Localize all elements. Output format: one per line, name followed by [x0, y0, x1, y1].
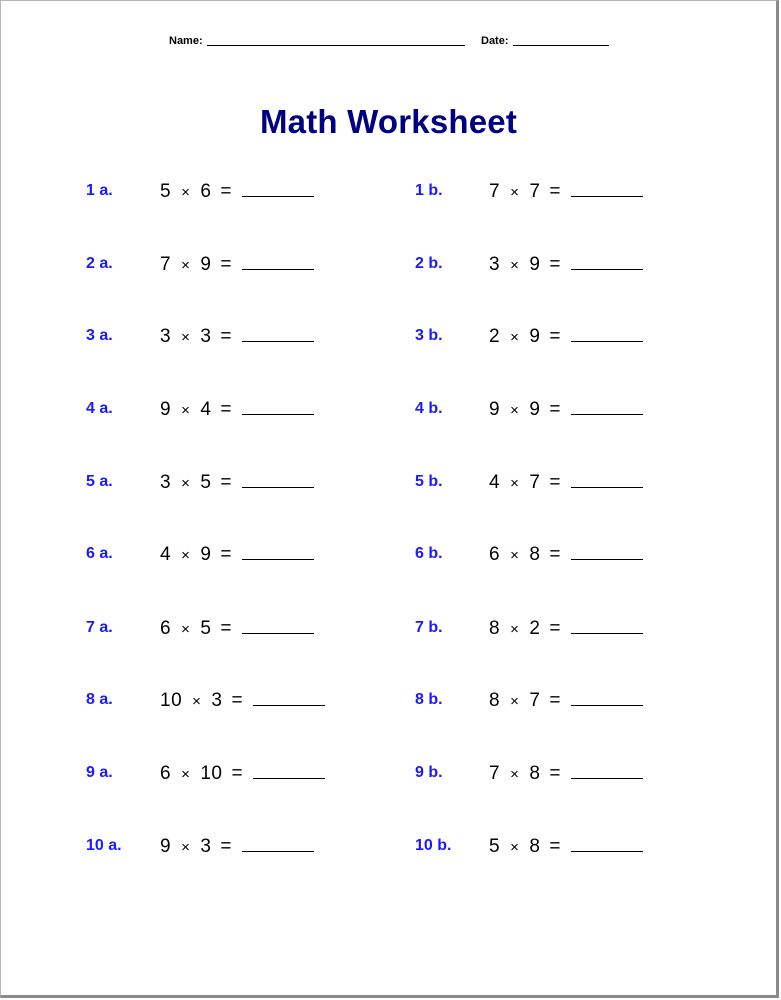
multiply-sign: × — [510, 693, 520, 710]
operand-a: 2 — [489, 326, 501, 347]
equals-sign: = — [549, 254, 562, 275]
operand-b: 8 — [529, 544, 541, 565]
operand-a: 6 — [160, 618, 172, 639]
problem-label: 9 b. — [415, 764, 443, 781]
operand-a: 8 — [489, 690, 501, 711]
operand-b: 9 — [529, 326, 541, 347]
operand-b: 9 — [529, 399, 541, 420]
answer-blank[interactable] — [571, 621, 643, 634]
multiply-sign: × — [510, 257, 520, 274]
operand-b: 10 — [200, 763, 223, 784]
equals-sign: = — [549, 181, 562, 202]
problem-label: 8 a. — [86, 691, 113, 708]
problem-expression — [489, 326, 643, 348]
operand-b: 5 — [200, 618, 212, 639]
problem-label: 7 a. — [86, 619, 113, 636]
problem-expression — [489, 618, 643, 640]
operand-a: 9 — [160, 399, 172, 420]
multiply-sign: × — [510, 475, 520, 492]
problem-expression — [489, 544, 643, 566]
answer-blank[interactable] — [242, 839, 314, 852]
problem-expression — [489, 472, 643, 494]
equals-sign: = — [549, 690, 562, 711]
problem-expression — [489, 254, 643, 276]
operand-a: 3 — [489, 254, 501, 275]
equals-sign: = — [220, 472, 233, 493]
answer-blank[interactable] — [242, 184, 314, 197]
operand-b: 6 — [200, 181, 212, 202]
multiply-sign: × — [181, 402, 191, 419]
name-blank[interactable] — [207, 45, 465, 46]
operand-b: 9 — [529, 254, 541, 275]
operand-a: 6 — [160, 763, 172, 784]
equals-sign: = — [549, 472, 562, 493]
problem-expression — [160, 181, 314, 203]
equals-sign: = — [549, 763, 562, 784]
operand-b: 2 — [529, 618, 541, 639]
date-field[interactable] — [481, 35, 609, 47]
multiply-sign: × — [181, 839, 191, 856]
multiply-sign: × — [510, 766, 520, 783]
answer-blank[interactable] — [571, 547, 643, 560]
operand-b: 3 — [200, 836, 212, 857]
problem-label: 4 a. — [86, 400, 113, 417]
name-field[interactable] — [169, 35, 465, 47]
answer-blank[interactable] — [242, 329, 314, 342]
answer-blank[interactable] — [242, 257, 314, 270]
equals-sign: = — [231, 690, 244, 711]
operand-a: 6 — [489, 544, 501, 565]
multiply-sign: × — [181, 621, 191, 638]
problem-expression — [160, 544, 314, 566]
problem-label: 8 b. — [415, 691, 443, 708]
problem-expression — [160, 763, 325, 785]
answer-blank[interactable] — [242, 475, 314, 488]
answer-blank[interactable] — [571, 329, 643, 342]
multiply-sign: × — [510, 547, 520, 564]
multiply-sign: × — [181, 257, 191, 274]
answer-blank[interactable] — [253, 766, 325, 779]
problem-label: 5 a. — [86, 473, 113, 490]
multiply-sign: × — [510, 184, 520, 201]
equals-sign: = — [220, 618, 233, 639]
date-label: Date: — [481, 35, 509, 47]
operand-b: 3 — [200, 326, 212, 347]
operand-b: 7 — [529, 181, 541, 202]
problem-label: 10 a. — [86, 837, 122, 854]
equals-sign: = — [549, 836, 562, 857]
problem-label: 5 b. — [415, 473, 443, 490]
answer-blank[interactable] — [242, 402, 314, 415]
operand-a: 9 — [160, 836, 172, 857]
problem-expression — [160, 326, 314, 348]
operand-a: 3 — [160, 472, 172, 493]
answer-blank[interactable] — [571, 257, 643, 270]
operand-a: 5 — [160, 181, 172, 202]
operand-a: 9 — [489, 399, 501, 420]
problem-expression — [489, 763, 643, 785]
operand-a: 8 — [489, 618, 501, 639]
multiply-sign: × — [510, 621, 520, 638]
operand-b: 8 — [529, 836, 541, 857]
equals-sign: = — [220, 181, 233, 202]
problem-label: 1 b. — [415, 182, 443, 199]
operand-b: 8 — [529, 763, 541, 784]
equals-sign: = — [220, 544, 233, 565]
equals-sign: = — [220, 836, 233, 857]
problem-expression — [160, 472, 314, 494]
operand-a: 3 — [160, 326, 172, 347]
equals-sign: = — [231, 763, 244, 784]
problem-label: 4 b. — [415, 400, 443, 417]
equals-sign: = — [549, 544, 562, 565]
problem-expression — [160, 690, 325, 712]
problem-expression — [489, 181, 643, 203]
answer-blank[interactable] — [571, 839, 643, 852]
answer-blank[interactable] — [571, 693, 643, 706]
problem-label: 9 a. — [86, 764, 113, 781]
problem-expression — [489, 690, 643, 712]
operand-a: 7 — [160, 254, 172, 275]
operand-a: 4 — [160, 544, 172, 565]
operand-a: 5 — [489, 836, 501, 857]
page-title: Math Worksheet — [259, 103, 518, 140]
answer-blank[interactable] — [242, 547, 314, 560]
operand-b: 4 — [200, 399, 212, 420]
multiply-sign: × — [181, 329, 191, 346]
operand-a: 4 — [489, 472, 501, 493]
operand-b: 9 — [200, 254, 212, 275]
problem-label: 3 a. — [86, 327, 113, 344]
problem-expression — [489, 399, 643, 421]
operand-b: 5 — [200, 472, 212, 493]
multiply-sign: × — [181, 766, 191, 783]
multiply-sign: × — [181, 547, 191, 564]
operand-a: 10 — [160, 690, 183, 711]
problem-label: 10 b. — [415, 837, 452, 854]
operand-a: 7 — [489, 181, 501, 202]
multiply-sign: × — [510, 839, 520, 856]
multiply-sign: × — [510, 329, 520, 346]
multiply-sign: × — [181, 475, 191, 492]
equals-sign: = — [549, 326, 562, 347]
multiply-sign: × — [192, 693, 202, 710]
problem-label: 6 b. — [415, 545, 443, 562]
problem-expression — [160, 618, 314, 640]
problem-expression — [160, 399, 314, 421]
date-blank[interactable] — [513, 45, 609, 46]
operand-a: 7 — [489, 763, 501, 784]
problem-label: 1 a. — [86, 182, 113, 199]
problem-expression — [160, 254, 314, 276]
operand-b: 7 — [529, 472, 541, 493]
equals-sign: = — [220, 254, 233, 275]
operand-b: 9 — [200, 544, 212, 565]
answer-blank[interactable] — [571, 184, 643, 197]
problem-label: 2 b. — [415, 255, 443, 272]
problem-expression — [160, 836, 314, 858]
multiply-sign: × — [510, 402, 520, 419]
answer-blank[interactable] — [571, 475, 643, 488]
equals-sign: = — [220, 326, 233, 347]
equals-sign: = — [549, 399, 562, 420]
answer-blank[interactable] — [242, 621, 314, 634]
problem-expression — [489, 836, 643, 858]
answer-blank[interactable] — [253, 693, 325, 706]
problem-label: 7 b. — [415, 619, 443, 636]
operand-b: 7 — [529, 690, 541, 711]
problem-label: 6 a. — [86, 545, 113, 562]
name-label: Name: — [169, 35, 203, 47]
equals-sign: = — [549, 618, 562, 639]
multiply-sign: × — [181, 184, 191, 201]
equals-sign: = — [220, 399, 233, 420]
answer-blank[interactable] — [571, 402, 643, 415]
answer-blank[interactable] — [571, 766, 643, 779]
operand-b: 3 — [211, 690, 223, 711]
problem-label: 3 b. — [415, 327, 443, 344]
problem-label: 2 a. — [86, 255, 113, 272]
